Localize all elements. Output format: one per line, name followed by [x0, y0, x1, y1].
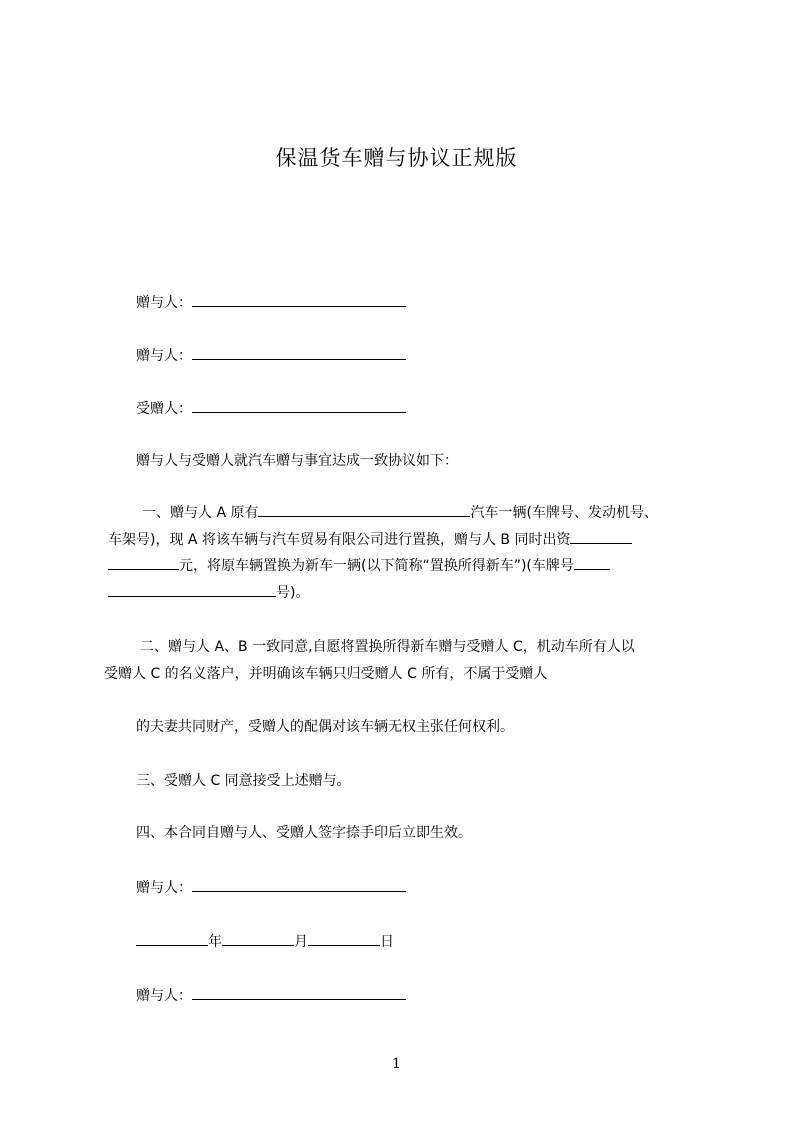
clause-1-text: 车架号)，现 A 将该车辆与汽车贸易有限公司进行置换，赠与人 B 同时出资 — [108, 531, 571, 548]
signature-blank — [192, 877, 406, 892]
blank-underline — [258, 502, 334, 517]
blank-underline — [108, 555, 179, 570]
clause-1-text: 一、赠与人 A 原有 — [142, 505, 259, 521]
clause-2-line: 二、赠与人 A、B 一致同意,自愿将置换所得新车赠与受赠人 C，机动车所有人以 — [140, 639, 635, 655]
month-blank — [222, 931, 294, 946]
document-title: 保温货车赠与协议正规版 — [275, 146, 518, 170]
clause-1-text: 汽车一辆(车牌号、发动机号、 — [470, 505, 658, 521]
clause-1-text: 元，将原车辆置换为新车一辆(以下简称“置换所得新车”)(车牌号 — [179, 558, 574, 574]
intro-paragraph: 赠与人与受赠人就汽车赠与事宜达成一致协议如下： — [136, 453, 458, 469]
donor-label: 赠与人： — [136, 295, 192, 311]
year-blank — [136, 931, 208, 946]
donor-label: 赠与人： — [136, 880, 192, 896]
page-number: 1 — [392, 1056, 401, 1072]
clause-4: 四、本合同自赠与人、受赠人签字捺手印后立即生效。 — [136, 825, 472, 841]
recipient-blank — [192, 398, 406, 413]
blank-underline — [574, 555, 610, 570]
donor-field-1 — [136, 292, 406, 313]
day-label: 日 — [380, 934, 394, 950]
donor-blank — [192, 292, 406, 307]
recipient-field — [136, 398, 406, 419]
donor-blank — [192, 345, 406, 360]
clause-2 — [104, 634, 635, 688]
blank-underline — [570, 529, 632, 544]
date-line — [136, 931, 394, 952]
blank-underline — [108, 582, 276, 597]
recipient-label: 受赠人： — [136, 401, 192, 417]
clause-1-text: 号)。 — [276, 584, 310, 601]
signature-donor-1 — [136, 877, 406, 898]
year-label: 年 — [208, 934, 222, 950]
month-label: 月 — [294, 934, 308, 950]
clause-3: 三、受赠人 C 同意接受上述赠与。 — [136, 773, 351, 789]
donor-label: 赠与人： — [136, 348, 192, 364]
signature-blank — [192, 985, 406, 1000]
clause-1 — [108, 500, 658, 606]
blank-underline — [334, 502, 470, 517]
day-blank — [308, 931, 380, 946]
clause-2-line: 受赠人 C 的名义落户，并明确该车辆只归受赠人 C 所有，不属于受赠人 — [104, 666, 548, 682]
donor-label: 赠与人： — [136, 988, 192, 1004]
clause-2-continued: 的夫妻共同财产，受赠人的配偶对该车辆无权主张任何权利。 — [136, 719, 514, 735]
donor-field-2 — [136, 345, 406, 366]
signature-donor-2 — [136, 985, 406, 1006]
